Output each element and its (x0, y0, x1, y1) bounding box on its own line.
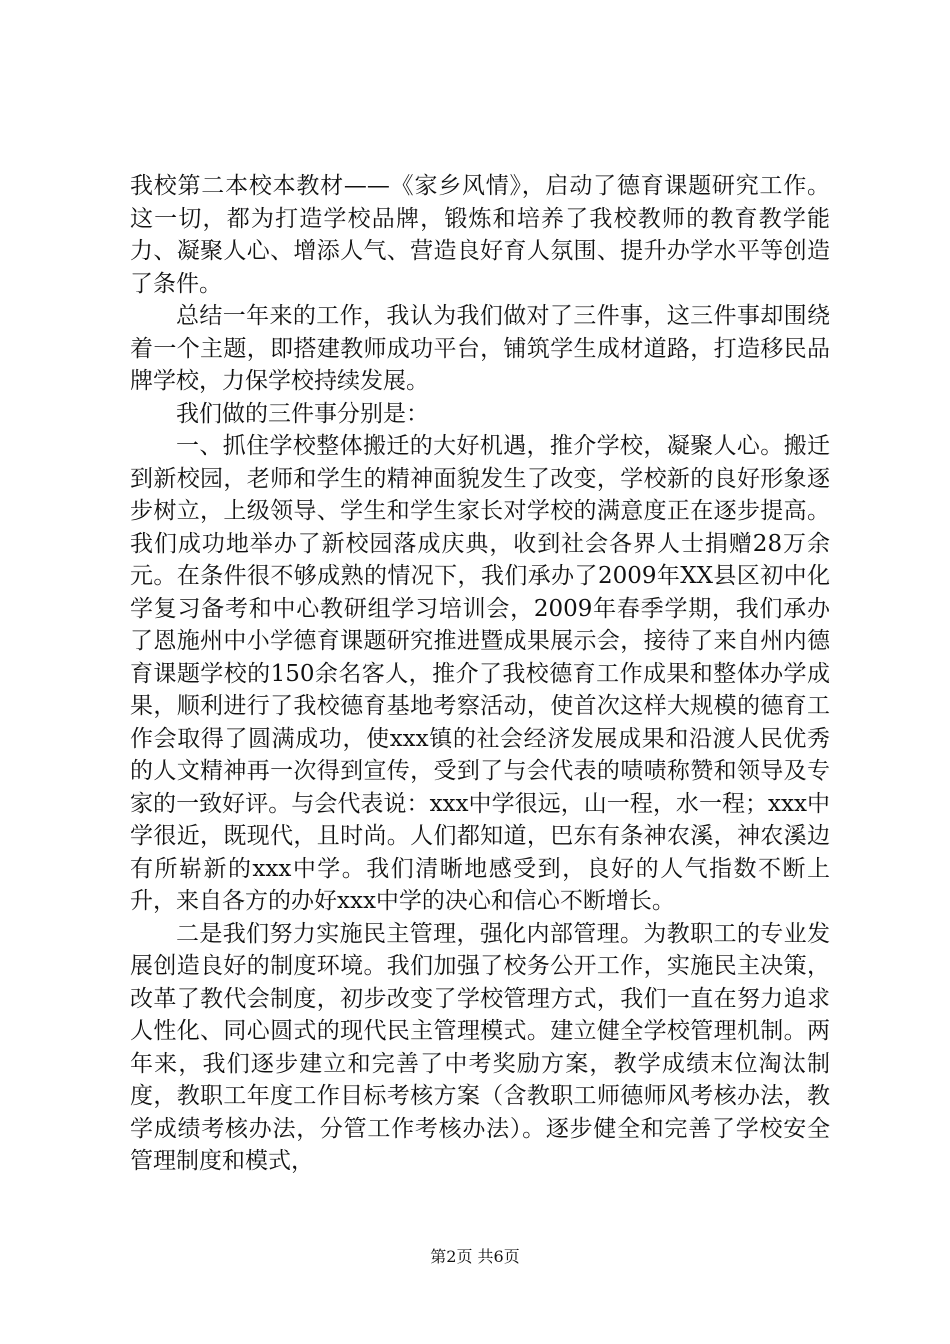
paragraph-summary: 总结一年来的工作，我认为我们做对了三件事，这三件事却围绕着一个主题，即搭建教师成功平台，铺筑学生成材道路，打造移民品牌学校，力保学校持续发展。 (130, 303, 830, 394)
paragraph-three-things: 我们做的三件事分别是： (176, 400, 429, 427)
paragraph-second-thing: 二是我们努力实施民主管理，强化内部管理。为教职工的专业发展创造良好的制度环境。我们加强了校务公开工作，实施民主决策，改革了教代会制度，初步改变了学校管理方式，我们一直在努力追求人性化、同心圆式的现代民主管理模式。建立健全学校管理机制。两年来，我们逐步建立和完善了中考奖励方案，教学成绩末位淘汰制度，教职工年度工作目标考核方案（含教职工师德师风考核办法，教学成绩考核办法，分管工作考核办法）。逐步健全和完善了学校安全管理制度和模式， (130, 920, 830, 1174)
paragraph-continued: 我校第二本校本教材——《家乡风情》，启动了德育课题研究工作。这一切，都为打造学校品牌，锻炼和培养了我校教师的教育教学能力、凝聚人心、增添人气、营造良好育人氛围、提升办学水平等创造了条件。 (130, 173, 830, 297)
body-text (130, 170, 830, 1178)
paragraph-first-thing: 一、抓住学校整体搬迁的大好机遇，推介学校，凝聚人心。搬迁到新校园，老师和学生的精神面貌发生了改变，学校新的良好形象逐步树立，上级领导、学生和学生家长对学校的满意度正在逐步提高。我们成功地举办了新校园落成庆典，收到社会各界人士捐赠28万余元。在条件很不够成熟的情况下，我们承办了2009年XX县区初中化学复习备考和中心教研组学习培训会，2009年春季学期，我们承办了恩施州中小学德育课题研究推进暨成果展示会，接待了来自州内德育课题学校的150余名客人，推介了我校德育工作成果和整体办学成果，顺利进行了我校德育基地考察活动，使首次这样大规模的德育工作会取得了圆满成功，使xxx镇的社会经济发展成果和沿渡人民优秀的人文精神再一次得到宣传，受到了与会代表的啧啧称赞和领导及专家的一致好评。与会代表说：xxx中学很远，山一程，水一程；xxx中学很近，既现代，且时尚。人们都知道，巴东有条神农溪，神农溪边有所崭新的xxx中学。我们清晰地感受到，良好的人气指数不断上升，来自各方的办好xxx中学的决心和信心不断增长。 (130, 433, 830, 914)
page-footer: 第2页 共6页 (430, 1247, 520, 1266)
